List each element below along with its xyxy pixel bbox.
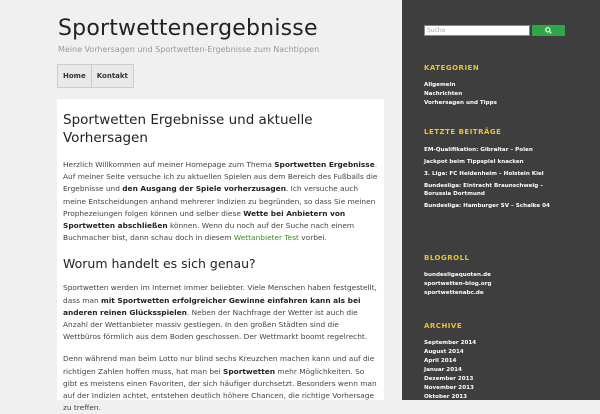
section-heading: Worum handelt es sich genau? xyxy=(63,256,256,272)
intro-bold-2: den Ausgang der Spiele vorherzusagen xyxy=(122,184,286,194)
recent-post-item[interactable]: 3. Liga: FC Heidenheim – Holstein Kiel xyxy=(424,171,544,177)
section-paragraph-1 xyxy=(63,282,378,343)
category-item[interactable]: Nachrichten xyxy=(424,91,463,97)
archive-item[interactable]: Dezember 2013 xyxy=(424,376,474,382)
s2-text-1: Denn während man beim Lotto nur blind sechs Kreuzchen machen kann und auf die richtigen Zahlen hoffen muss, hat man bei xyxy=(63,354,375,376)
s1-text-2: . Neben der Nachfrage der Wetter ist auch die Anzahl der Wettanbieter massiv gestiegen. In den großen Städten sind die Wettbüros förmlich aus dem Boden geschossen. Der Wettmarkt boomt regelrecht. xyxy=(63,307,368,342)
intro-text-2: . Auf meiner Seite versuche ich zu aktuellen Spielen aus dem Bereich des Fußballs die Ergebnisse und xyxy=(63,160,378,194)
intro-text-5: vorbei. xyxy=(298,233,327,243)
widget-title-kategorien: KATEGORIEN xyxy=(424,64,480,72)
categories-widget xyxy=(424,64,584,108)
s1-text-1: Sportwetten werden im Internet immer beliebter. Viele Menschen haben festgestellt, dass man xyxy=(63,283,377,305)
recent-post-item[interactable]: Bundesliga: Eintracht Braunschweig – Borussia Dortmund xyxy=(424,183,544,197)
widget-title-letzte-beitraege: LETZTE BEITRÄGE xyxy=(424,128,502,136)
recent-posts-widget xyxy=(424,128,584,214)
nav-item-home[interactable]: Home xyxy=(58,65,92,87)
archive-item[interactable]: Oktober 2013 xyxy=(424,394,468,400)
site-tagline: Meine Vorhersagen und Sportwetten-Ergebnisse zum Nachtippen xyxy=(58,45,320,54)
search-button[interactable] xyxy=(532,25,565,36)
section-paragraph-2 xyxy=(63,353,378,414)
s1-bold-1: mit Sportwetten erfolgreicher Gewinne einfahren kann als bei anderen reinen Glücksspielen xyxy=(63,295,361,317)
blogroll-list xyxy=(424,271,584,298)
search-icon xyxy=(545,27,552,34)
sidebar xyxy=(402,0,600,400)
blogroll-item[interactable]: sportwetten-blog.org xyxy=(424,281,492,287)
archive-item[interactable]: April 2014 xyxy=(424,358,457,364)
recent-post-item[interactable]: Jackpot beim Tippspiel knacken xyxy=(424,159,524,165)
blogroll-item[interactable]: sportwettenabc.de xyxy=(424,290,484,296)
site-title[interactable]: Sportwettenergebnisse xyxy=(58,16,318,41)
blogroll-item[interactable]: bundesligaquoten.de xyxy=(424,272,491,278)
recent-post-item[interactable]: EM-Qualifikation: Gibraltar – Polen xyxy=(424,147,533,153)
main-nav xyxy=(57,64,134,88)
blogroll-widget xyxy=(424,254,584,298)
category-item[interactable]: Allgemein xyxy=(424,82,456,88)
wettanbieter-test-link[interactable]: Wettanbieter Test xyxy=(233,233,299,243)
archive-item[interactable]: August 2014 xyxy=(424,349,464,355)
archive-item[interactable]: November 2013 xyxy=(424,385,474,391)
intro-bold-1: Sportwetten Ergebnisse xyxy=(274,160,375,169)
intro-text-4: können. Wenn du noch auf der Suche nach einem Buchmacher bist, dann schau doch in diesem xyxy=(63,221,355,243)
widget-title-archive: ARCHIVE xyxy=(424,322,463,330)
s2-text-2: mehr Möglichkeiten. So gibt es meistens einen Favoriten, der sich häufiger durchsetzt. Besonders wenn man auf der Indizien achtet, entstehen deutlich höhere Chancen, die richtige Vorhersage zu treffen. xyxy=(63,366,377,413)
recent-post-item[interactable]: Bundesliga: Hamburger SV – Schalke 04 xyxy=(424,203,550,209)
widget-title-blogroll: BLOGROLL xyxy=(424,254,470,262)
nav-item-kontakt[interactable]: Kontakt xyxy=(96,72,128,80)
archive-list xyxy=(424,339,584,402)
s2-bold-1: Sportwetten xyxy=(223,366,276,376)
article-title: Sportwetten Ergebnisse und aktuelle Vorhersagen xyxy=(63,112,313,146)
search-form xyxy=(424,25,565,36)
intro-paragraph xyxy=(63,159,378,244)
recent-posts-list xyxy=(424,146,564,210)
article xyxy=(57,99,384,413)
categories-list xyxy=(424,81,584,108)
archive-item[interactable]: Januar 2014 xyxy=(424,367,462,373)
intro-text-1: Herzlich Willkommen auf meiner Homepage zum Thema xyxy=(63,160,275,169)
archive-item[interactable]: September 2014 xyxy=(424,340,477,346)
intro-bold-3: Wette bei Anbietern von Sportwetten abschließen xyxy=(63,208,346,231)
archive-widget xyxy=(424,322,584,402)
search-input[interactable] xyxy=(424,25,530,36)
intro-text-3: . Ich versuche auch meine Entscheidungen anhand mehrerer Indizien zu begründen, so dass Sie meinen Prophezeiungen folgen können und selber diese xyxy=(63,184,376,218)
category-item[interactable]: Vorhersagen und Tipps xyxy=(424,100,497,106)
